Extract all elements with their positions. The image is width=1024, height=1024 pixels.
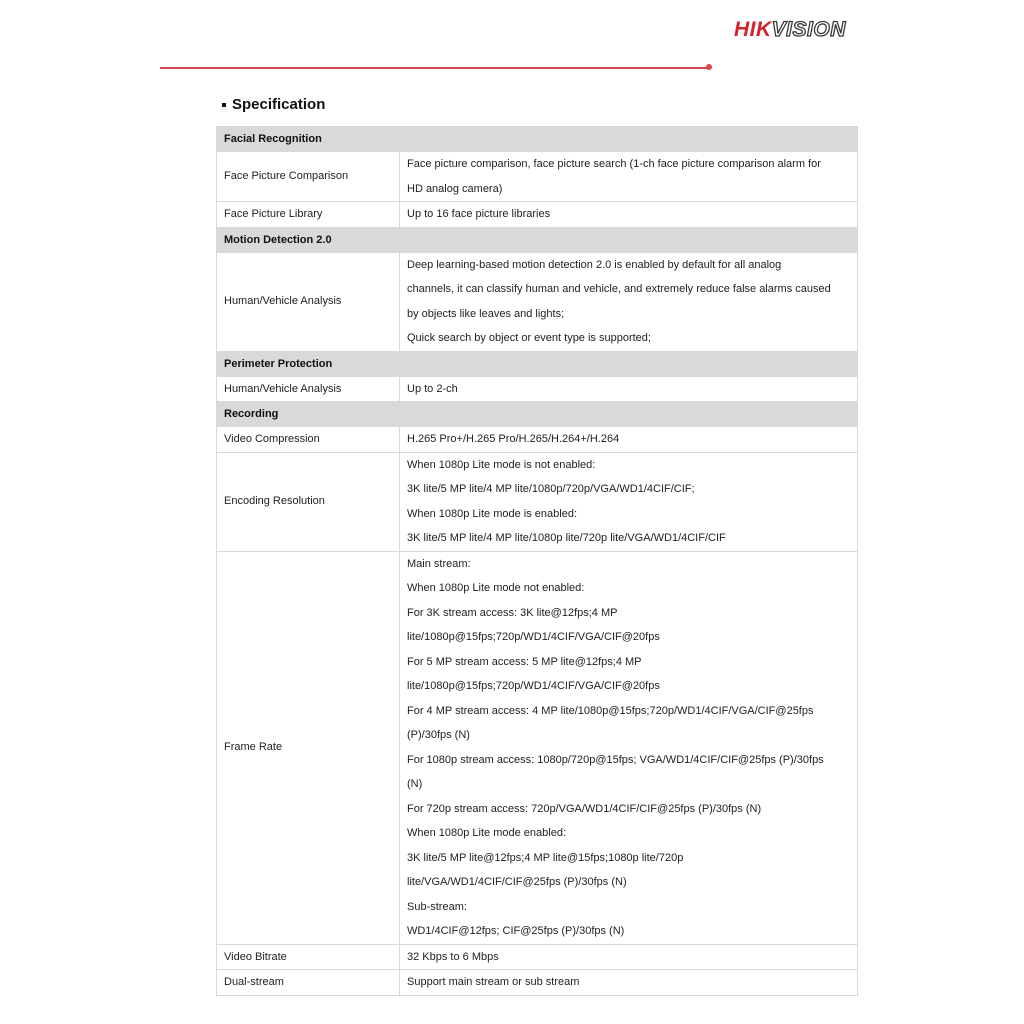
spec-value: [400, 376, 858, 402]
table-row: [217, 452, 858, 551]
spec-label: Video Bitrate: [217, 944, 400, 970]
spec-value-line: WD1/4CIF@12fps; CIF@25fps (P)/30fps (N): [407, 925, 625, 937]
table-row: [217, 944, 858, 970]
table-row: [217, 970, 858, 996]
spec-label: Human/Vehicle Analysis: [217, 376, 400, 402]
spec-value-line: For 1080p stream access: 1080p/720p@15fps; VGA/WD1/4CIF/CIF@25fps (P)/30fps: [407, 753, 824, 766]
logo-part-vision: VISION: [771, 18, 846, 41]
section-header-row: [217, 351, 858, 376]
spec-label: Face Picture Library: [217, 202, 400, 228]
spec-value: [400, 551, 858, 944]
section-title: Facial Recognition: [217, 127, 858, 152]
spec-value-line: When 1080p Lite mode is not enabled:: [407, 458, 596, 471]
section-title: Motion Detection 2.0: [217, 227, 858, 252]
table-row: [217, 376, 858, 402]
spec-value-line: Up to 16 face picture libraries: [407, 208, 551, 220]
spec-value-line: (N): [407, 778, 423, 790]
spec-value-line: For 720p stream access: 720p/VGA/WD1/4CIF/CIF@25fps (P)/30fps (N): [407, 802, 762, 815]
spec-value-line: For 3K stream access: 3K lite@12fps;4 MP: [407, 606, 618, 619]
spec-value: [400, 152, 858, 202]
section-header-row: [217, 127, 858, 152]
header-rule: [160, 67, 708, 69]
spec-value: [400, 427, 858, 453]
table-row: [217, 202, 858, 228]
spec-value-line: Quick search by object or event type is supported;: [407, 332, 651, 344]
spec-label: Encoding Resolution: [217, 452, 400, 551]
spec-value-line: 3K lite/5 MP lite/4 MP lite/1080p lite/720p lite/VGA/WD1/4CIF/CIF: [407, 532, 726, 544]
spec-value-line: lite/1080p@15fps;720p/WD1/4CIF/VGA/CIF@20fps: [407, 631, 660, 643]
section-header-row: [217, 402, 858, 427]
spec-value-line: Deep learning-based motion detection 2.0 is enabled by default for all analog: [407, 258, 782, 271]
spec-value-line: For 4 MP stream access: 4 MP lite/1080p@15fps;720p/WD1/4CIF/VGA/CIF@25fps: [407, 704, 814, 717]
section-title: Perimeter Protection: [217, 351, 858, 376]
section-header-row: [217, 227, 858, 252]
spec-value: [400, 970, 858, 996]
spec-label: Human/Vehicle Analysis: [217, 252, 400, 351]
spec-value-line: lite/1080p@15fps;720p/WD1/4CIF/VGA/CIF@20fps: [407, 680, 660, 692]
spec-value-line: Face picture comparison, face picture search (1-ch face picture comparison alarm for: [407, 158, 821, 170]
spec-value: [400, 202, 858, 228]
spec-value-line: channels, it can classify human and vehicle, and extremely reduce false alarms caused: [407, 283, 831, 295]
spec-value-line: (P)/30fps (N): [407, 729, 470, 741]
spec-value-line: Up to 2-ch: [407, 382, 458, 395]
table-row: [217, 252, 858, 351]
spec-value-line: by objects like leaves and lights;: [407, 307, 565, 320]
spec-label: Video Compression: [217, 427, 400, 453]
spec-value-line: Sub-stream:: [407, 900, 467, 913]
specification-table: [216, 126, 858, 996]
spec-value-line: 3K lite/5 MP lite/4 MP lite/1080p/720p/VGA/WD1/4CIF/CIF;: [407, 483, 695, 495]
table-row: [217, 551, 858, 944]
hikvision-logo: [734, 18, 846, 42]
logo-part-hik: HIK: [734, 18, 772, 41]
header-rule-dot: [706, 64, 712, 70]
spec-value-line: Main stream:: [407, 557, 471, 570]
spec-label: Dual-stream: [217, 970, 400, 996]
spec-value-line: When 1080p Lite mode enabled:: [407, 827, 567, 839]
spec-value-line: HD analog camera): [407, 182, 503, 195]
page-heading: [222, 96, 325, 113]
spec-value-line: Support main stream or sub stream: [407, 976, 580, 988]
spec-value-line: For 5 MP stream access: 5 MP lite@12fps;4 MP: [407, 655, 642, 668]
heading-bullet-icon: [222, 103, 226, 107]
spec-value-line: 3K lite/5 MP lite@12fps;4 MP lite@15fps;1080p lite/720p: [407, 851, 684, 864]
spec-label: Frame Rate: [217, 551, 400, 944]
spec-value: [400, 944, 858, 970]
spec-value: [400, 252, 858, 351]
spec-value-line: 32 Kbps to 6 Mbps: [407, 950, 499, 963]
spec-value-line: When 1080p Lite mode not enabled:: [407, 582, 585, 594]
section-title: Recording: [217, 402, 858, 427]
spec-label: Face Picture Comparison: [217, 152, 400, 202]
heading-text: Specification: [232, 96, 326, 113]
table-row: [217, 427, 858, 453]
spec-value: [400, 452, 858, 551]
spec-value-line: lite/VGA/WD1/4CIF/CIF@25fps (P)/30fps (N): [407, 876, 627, 888]
spec-value-line: H.265 Pro+/H.265 Pro/H.265/H.264+/H.264: [407, 433, 620, 445]
spec-value-line: When 1080p Lite mode is enabled:: [407, 507, 578, 520]
table-row: [217, 152, 858, 202]
